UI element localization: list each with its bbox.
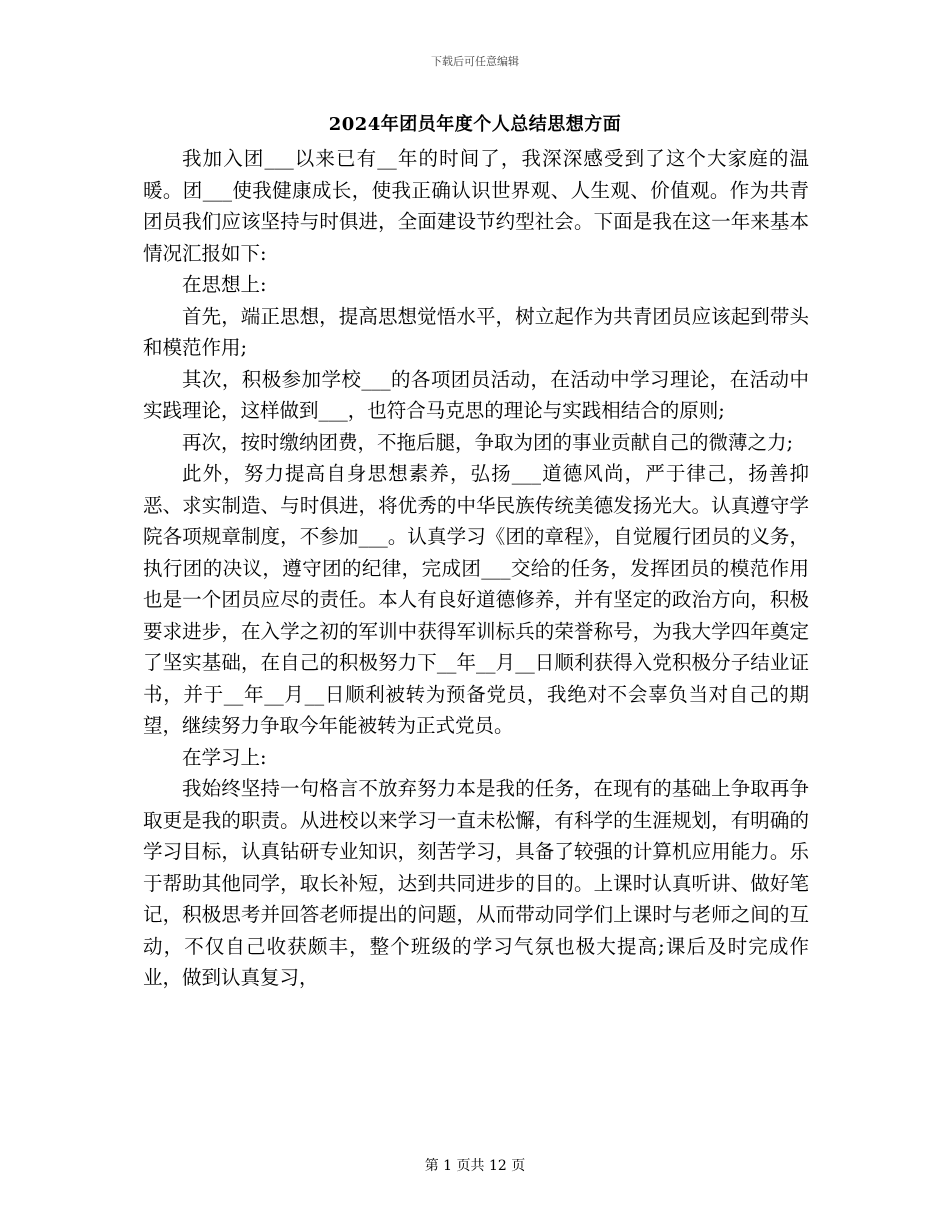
paragraph-third: 再次，按时缴纳团费，不拖后腿，争取为团的事业贡献自己的微薄之力; [182, 430, 794, 454]
header-note: 下载后可任意编辑 [431, 55, 519, 68]
paragraph-second: 其次，积极参加学校___的各项团员活动，在活动中学习理论，在活动中实践理论，这样做到___，也符合马克思的理论与实践相结合的原则; [143, 367, 809, 422]
paragraph-intro: 我加入团___以来已有__年的时间了，我深深感受到了这个大家庭的温暖。团___使我健康成长，使我正确认识世界观、人生观、价值观。作为共青团员我们应该坚持与时俱进，全面建设节约型社会。下面是我在这一年来基本情况汇报如下: [143, 147, 809, 265]
page-number: 第 1 页共 12 页 [424, 1158, 526, 1174]
paragraph-study: 我始终坚持一句格言不放弃努力本是我的任务，在现有的基础上争取再争取更是我的职责。从进校以来学习一直未松懈，有科学的生涯规划，有明确的学习目标，认真钻研专业知识，刻苦学习，具备了较强的计算机应用能力。乐于帮助其他同学，取长补短，达到共同进步的目的。上课时认真听讲、做好笔记，积极思考并回答老师提出的问题，从而带动同学们上课时与老师之间的互动，不仅自己收获颇丰，整个班级的学习气氛也极大提高;课后及时完成作业，做到认真复习， [143, 777, 809, 989]
paragraph-first: 首先，端正思想，提高思想觉悟水平，树立起作为共青团员应该起到带头和模范作用; [143, 304, 809, 359]
section-heading-thought: 在思想上: [182, 273, 267, 296]
document-body [143, 143, 809, 994]
section-heading-study: 在学习上: [182, 745, 267, 769]
paragraph-additionally: 此外，努力提高自身思想素养，弘扬___道德风尚，严于律己，扬善抑恶、求实制造、与时俱进，将优秀的中华民族传统美德发扬光大。认真遵守学院各项规章制度，不参加___。认真学习《团的章程》，自觉履行团员的义务，执行团的决议，遵守团的纪律，完成团___交给的任务，发挥团员的模范作用也是一个团员应尽的责任。本人有良好道德修养，并有坚定的政治方向，积极要求进步，在入学之初的军训中获得军训标兵的荣誉称号，为我大学四年奠定了坚实基础，在自己的积极努力下__年__月__日顺利获得入党积极分子结业证书，并于__年__月__日顺利被转为预备党员，我绝对不会辜负当对自己的期望，继续努力争取今年能被转为正式党员。 [143, 462, 809, 737]
document-title: 2024年团员年度个人总结思想方面 [328, 114, 622, 135]
